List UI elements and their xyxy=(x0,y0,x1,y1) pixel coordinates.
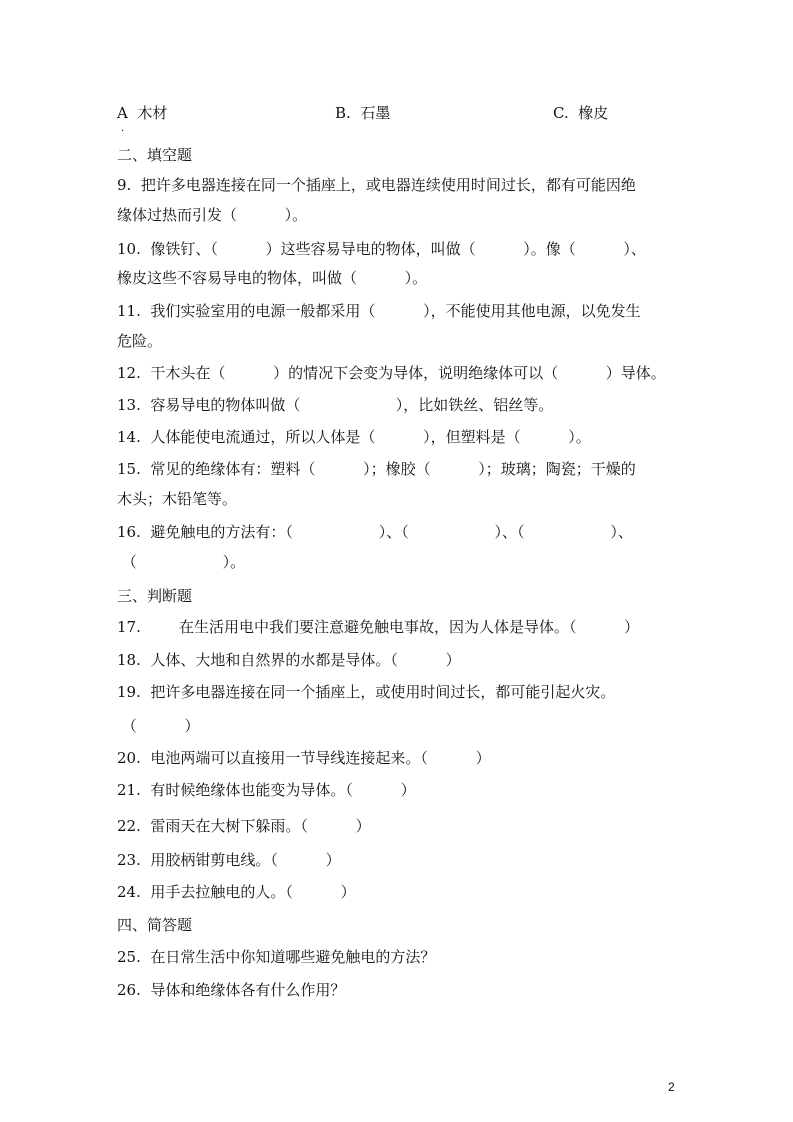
question-line: 23. 用胶柄钳剪电线。（ ） xyxy=(117,851,341,869)
question-line: 19. 把许多电器连接在同一个插座上，或使用时间过长，都可能引起火灾。 xyxy=(117,683,616,701)
question-line: 16. 避免触电的方法有：（ ）、（ ）、（ ）、 xyxy=(117,523,633,541)
stray-dot: . xyxy=(121,123,125,134)
question-line: 13. 容易导电的物体叫做（ ），比如铁丝、铝丝等。 xyxy=(117,396,554,414)
question-line: 危险。 xyxy=(117,332,163,350)
question-line: 11. 我们实验室用的电源一般都采用（ ），不能使用其他电源，以免发生 xyxy=(117,302,641,320)
section-heading: 二、填空题 xyxy=(117,146,193,164)
section-heading: 四、简答题 xyxy=(117,916,193,934)
question-line: 22. 雷雨天在大树下躲雨。（ ） xyxy=(117,817,371,835)
question-line: 17. 在生活用电中我们要注意避免触电事故，因为人体是导体。（ ） xyxy=(117,618,640,636)
question-line: 14. 人体能使电流通过，所以人体是（ ），但塑料是（ ）。 xyxy=(117,428,591,446)
question-line: 24. 用手去拉触电的人。（ ） xyxy=(117,883,356,901)
section-heading: 三、判断题 xyxy=(117,587,193,605)
question-line: 18. 人体、大地和自然界的水都是导体。（ ） xyxy=(117,651,461,669)
option-a: A 木材 xyxy=(117,104,168,122)
question-line: 9. 把许多电器连接在同一个插座上，或电器连续使用时间过长，都有可能因绝 xyxy=(117,176,636,194)
option-c: C. 橡皮 xyxy=(553,104,609,122)
question-line: 缘体过热而引发（ ）。 xyxy=(117,206,308,224)
question-line: 20. 电池两端可以直接用一节导线连接起来。（ ） xyxy=(117,749,491,767)
page-number: 2 xyxy=(668,1080,675,1094)
question-line: （ ）。 xyxy=(117,553,246,571)
question-line: 12. 干木头在（ ）的情况下会变为导体，说明绝缘体可以（ ）导体。 xyxy=(117,364,666,382)
question-line: （ ） xyxy=(117,717,200,735)
question-line: 21. 有时候绝缘体也能变为导体。（ ） xyxy=(117,781,416,799)
option-b: B. 石墨 xyxy=(335,104,391,122)
question-line: 25. 在日常生活中你知道哪些避免触电的方法？ xyxy=(117,948,436,966)
question-line: 15. 常见的绝缘体有：塑料（ ）；橡胶（ ）；玻璃；陶瓷；干燥的 xyxy=(117,460,636,478)
question-line: 26. 导体和绝缘体各有什么作用？ xyxy=(117,981,346,999)
question-line: 橡皮这些不容易导电的物体，叫做（ ）。 xyxy=(117,269,428,287)
question-line: 10. 像铁钉、（ ）这些容易导电的物体，叫做（ ）。像（ ）、 xyxy=(117,240,646,258)
question-line: 木头；木铅笔等。 xyxy=(117,490,238,508)
